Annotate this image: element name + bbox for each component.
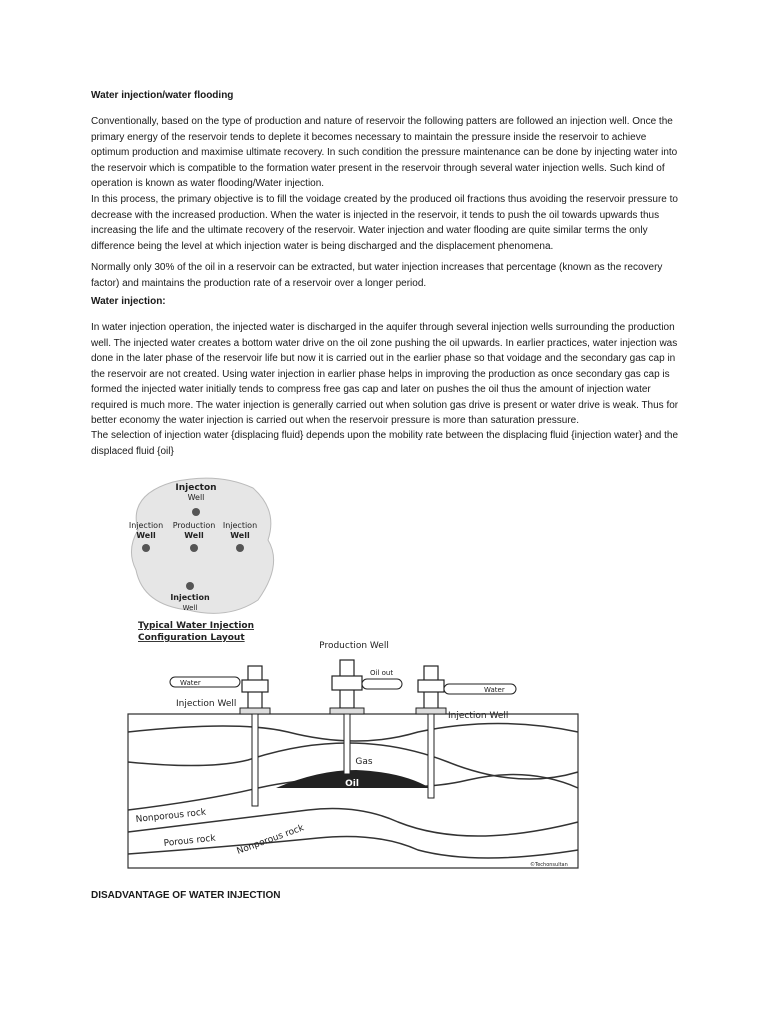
label-nonporous-rock-upper: Nonporous rock [135, 807, 207, 825]
layout-title-2: Configuration Layout [138, 633, 245, 643]
label-oil: Oil [345, 779, 359, 789]
label-left-well-2: Well [136, 531, 156, 540]
label-right-well-1: Injection [222, 521, 258, 530]
right-wellhead-valve [418, 680, 444, 692]
left-well-pipe [252, 714, 258, 806]
left-well-base [240, 708, 270, 714]
paragraph-recovery: Normally only 30% of the oil in a reservoir can be extracted, but water injection increases that percentage (known as the recovery factor) and maintains the production rate of a reservoir over a longer period. [91, 262, 663, 289]
well-dot-center [190, 544, 198, 552]
label-center-well-2: Well [184, 531, 204, 540]
left-wellhead-valve [242, 680, 268, 692]
right-well-base [416, 708, 446, 714]
well-dot-left [142, 544, 150, 552]
diagram-svg [118, 470, 588, 878]
label-porous-rock: Porous rock [163, 833, 217, 849]
water-inlet-right [444, 684, 516, 694]
production-well-base [330, 708, 364, 714]
figure-credit: ©Techonsultan [530, 862, 568, 868]
label-water-left: Water [180, 679, 201, 687]
production-well-pipe [344, 714, 350, 774]
label-oil-out: Oil out [370, 669, 394, 677]
label-left-well-1: Injection [128, 521, 164, 530]
well-dot-top [192, 508, 200, 516]
label-gas: Gas [355, 757, 373, 767]
label-injection-well-left: Injection Well [176, 699, 237, 709]
label-top-well-2: Well [187, 493, 205, 502]
well-dot-right [236, 544, 244, 552]
label-right-well-2: Well [230, 531, 250, 540]
label-center-well-1: Production [172, 521, 216, 530]
paragraph-operation: In water injection operation, the injected water is discharged in the aquifer through several injection wells surrounding the production well. The injected water creates a bottom water drive on the oil zone pushing the oil upwards. In earlier practices, water injection was done in the later phase of the reservoir life but now it is carried out in the earlier phase so that voidage and the secondary gas cap in the reservoir are not created. Using water injection in earlier phase helps in improving the production as once secondary gas cap is formed the injected water initially tends to compress free gas cap and later on pushes the oil thus the amount of injection water required is much more. The water injection is generally carried out when solution gas drive is present or water drive is weak. Thus for better economy the water injection is carried out when the reservoir pressure is more than saturation pressure. [91, 322, 679, 426]
label-bottom-well-1: Injection [170, 593, 210, 602]
disadvantage-heading: DISADVANTAGE OF WATER INJECTION [91, 890, 281, 901]
label-water-right: Water [484, 686, 505, 694]
well-dot-bottom [186, 582, 194, 590]
paragraph-selection: The selection of injection water {displacing fluid} depends upon the mobility rate between the displacing fluid {injection water} and the displaced fluid {oil} [91, 430, 679, 457]
paragraph-intro: Conventionally, based on the type of production and nature of reservoir the following patters are followed an injection well. Once the primary energy of the reservoir tends to deplete it becomes necessary to maintain the pressure inside the reservoir to achieve optimum production and maximise ultimate recovery. In such condition the pressure maintenance can be done by injecting water into the reservoir which is compatible to the formation water present in the reservoir through several water injection wells. Such kind of operation is known as water flooding/Water injection. [91, 116, 678, 189]
subheading-water-injection: Water injection: [91, 296, 166, 307]
label-bottom-well-2: Well [182, 604, 198, 612]
label-production-well: Production Well [319, 641, 389, 651]
label-top-well-1: Injecton [175, 483, 217, 493]
label-injection-well-right: Injection Well [448, 711, 509, 721]
layout-title-1: Typical Water Injection [138, 621, 255, 631]
label-nonporous-rock-lower: Nonporous rock [235, 823, 306, 857]
production-wellhead-valve [332, 676, 362, 690]
section-title: Water injection/water flooding [91, 90, 234, 101]
water-injection-diagram [118, 470, 588, 878]
oil-outlet [362, 679, 402, 689]
paragraph-objective: In this process, the primary objective is to fill the voidage created by the produced oil fractions thus avoiding the reservoir pressure to decrease with the increased production. When the water is injected in the reservoir, it tends to push the oil towards upwards thus increasing the life and the ultimate recovery of the reservoir. Water injection and water flooding are quite similar terms the only difference being the level at which injection water is being discharged and the displacement phenomena. [91, 194, 678, 252]
right-well-pipe [428, 714, 434, 798]
